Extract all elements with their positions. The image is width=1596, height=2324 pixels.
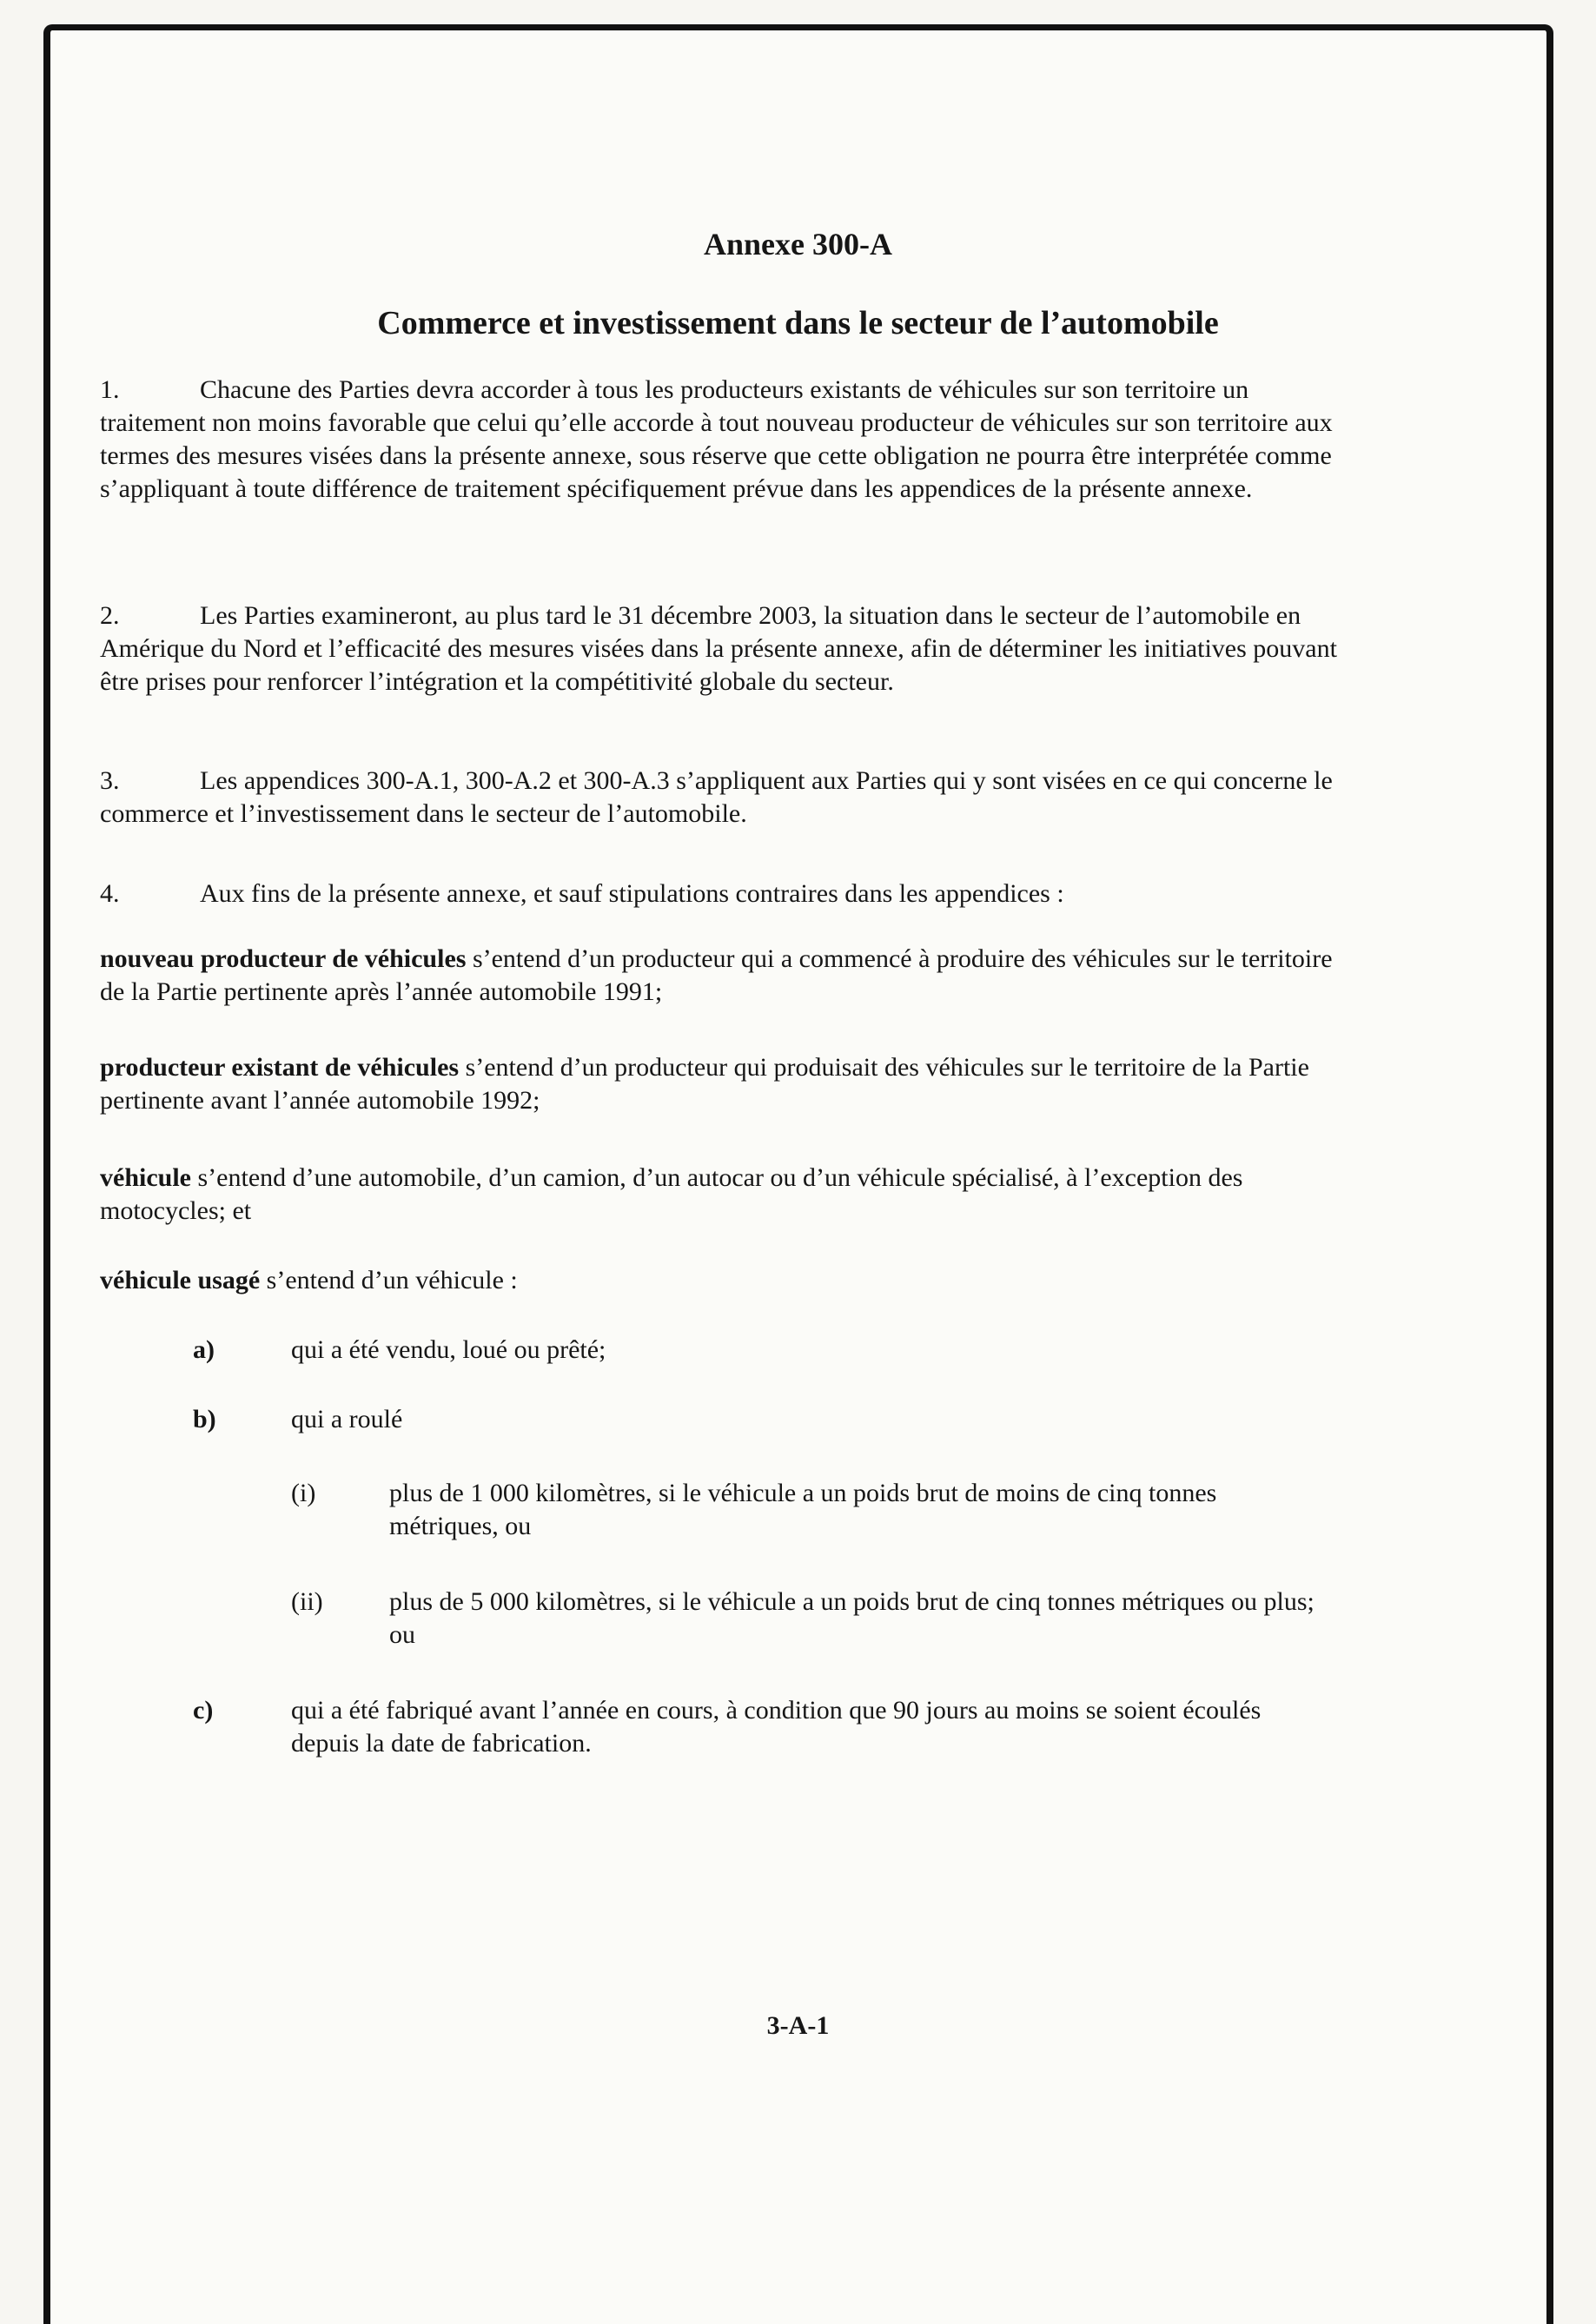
definition-text: s’entend d’un véhicule : xyxy=(260,1266,518,1294)
page-number: 3-A-1 xyxy=(766,2011,830,2040)
definition-text: s’entend d’une automobile, d’un camion, d’un autocar ou d’un véhicule spécialisé, à l’exception des motocycles; et xyxy=(100,1163,1243,1225)
item-text-ii: plus de 5 000 kilomètres, si le véhicule a un poids brut de cinq tonnes métriques ou plus; ou xyxy=(389,1587,1315,1649)
item-label-b: b) xyxy=(193,1405,216,1433)
paragraph-number: 3. xyxy=(100,766,120,795)
paragraph-2 xyxy=(100,599,1360,699)
paragraph-text: Les Parties examineront, au plus tard le 31 décembre 2003, la situation dans le secteur de l’automobile en Amérique du Nord et l’efficacité des mesures visées dans la présente annexe, afin de déterminer les initiatives pouvant être prises pour renforcer l’intégration et la compétitivité globale du secteur. xyxy=(100,601,1337,696)
paragraph-text: Aux fins de la présente annexe, et sauf stipulations contraires dans les appendices : xyxy=(200,879,1064,908)
definition-term: nouveau producteur de véhicules xyxy=(100,944,467,973)
item-label-ii: (ii) xyxy=(291,1587,323,1616)
paragraph-number: 1. xyxy=(100,375,120,404)
definition-text: s’entend d’un producteur qui produisait des véhicules sur le territoire de la Partie pertinente avant l’année automobile 1992; xyxy=(100,1053,1309,1115)
item-text-b: qui a roulé xyxy=(291,1405,403,1433)
definition-vehicle xyxy=(100,1162,1360,1228)
item-text-i: plus de 1 000 kilomètres, si le véhicule a un poids brut de moins de cinq tonnes métriques, ou xyxy=(389,1479,1217,1540)
paragraph-number: 4. xyxy=(100,879,120,908)
paragraph-3 xyxy=(100,765,1360,831)
item-label-c: c) xyxy=(193,1696,214,1725)
item-text-a: qui a été vendu, loué ou prêté; xyxy=(291,1335,606,1364)
paragraph-text: Chacune des Parties devra accorder à tous les producteurs existants de véhicules sur son territoire un traitement non moins favorable que celui qu’elle accorde à tout nouveau producteur de véhicules sur son territoire aux termes des mesures visées dans la présente annexe, sous réserve que cette obligation ne pourra être interprétée comme s’appliquant à toute différence de traitement spécifiquement prévue dans les appendices de la présente annexe. xyxy=(100,375,1333,503)
definition-term: producteur existant de véhicules xyxy=(100,1053,460,1082)
paragraph-text: Les appendices 300-A.1, 300-A.2 et 300-A.3 s’appliquent aux Parties qui y sont visées en ce qui concerne le commerce et l’investissement dans le secteur de l’automobile. xyxy=(100,766,1333,828)
item-text-c: qui a été fabriqué avant l’année en cours, à condition que 90 jours au moins se soient écoulés depuis la date de fabrication. xyxy=(291,1696,1262,1758)
definition-existing-producer xyxy=(100,1051,1360,1117)
annex-subtitle: Commerce et investissement dans le secteur de l’automobile xyxy=(377,305,1219,341)
annex-title: Annexe 300-A xyxy=(704,227,892,262)
paragraph-4 xyxy=(100,877,1360,910)
definition-text: s’entend d’un producteur qui a commencé à produire des véhicules sur le territoire de la Partie pertinente après l’année automobile 1991; xyxy=(100,944,1333,1006)
definition-term: véhicule xyxy=(100,1163,191,1192)
definition-used-vehicle xyxy=(100,1264,1360,1297)
paragraph-number: 2. xyxy=(100,601,120,630)
item-label-a: a) xyxy=(193,1335,215,1364)
definition-new-producer xyxy=(100,943,1360,1009)
item-label-i: (i) xyxy=(291,1479,316,1507)
definition-term: véhicule usagé xyxy=(100,1266,261,1294)
paragraph-1 xyxy=(100,374,1360,506)
